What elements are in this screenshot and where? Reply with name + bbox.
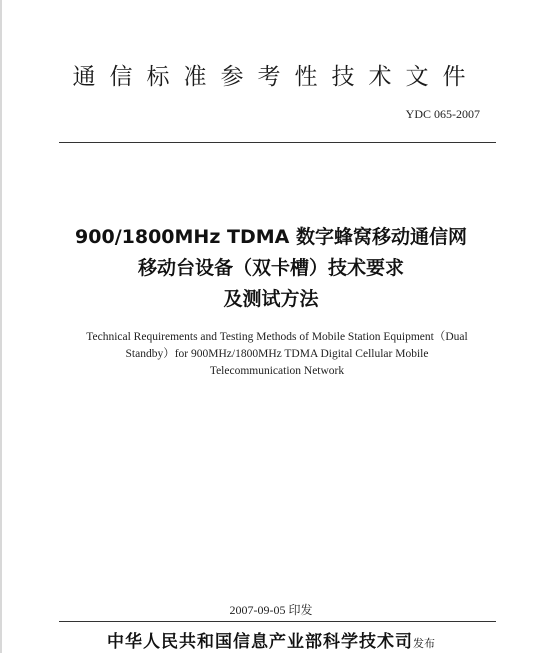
issuer-name: 中华人民共和国信息产业部科学技术司 — [107, 632, 413, 652]
standard-category-heading: 通信标准参考性技术文件 — [72, 64, 480, 90]
english-title-line-1: Technical Requirements and Testing Methods of Mobile Station Equipment（Dual — [86, 331, 468, 343]
chinese-title-line-1: 900/1800MHz TDMA 数字蜂窝移动通信网 — [75, 226, 467, 248]
issuer-suffix: 发布 — [413, 637, 435, 650]
chinese-title-line-3: 及测试方法 — [223, 288, 319, 310]
header-divider — [59, 142, 496, 143]
chinese-title-line-2: 移动台设备（双卡槽）技术要求 — [137, 257, 404, 279]
english-title-line-2: Standby）for 900MHz/1800MHz TDMA Digital Cellular Mobile — [125, 348, 429, 360]
issuer-line — [2, 627, 540, 652]
footer-divider — [59, 621, 496, 622]
document-code: YDC 065-2007 — [405, 107, 480, 121]
english-title — [62, 329, 492, 380]
issue-date: 2007-09-05 印发 — [229, 603, 313, 617]
english-title-line-3: Telecommunication Network — [209, 365, 345, 377]
chinese-title — [2, 222, 540, 315]
